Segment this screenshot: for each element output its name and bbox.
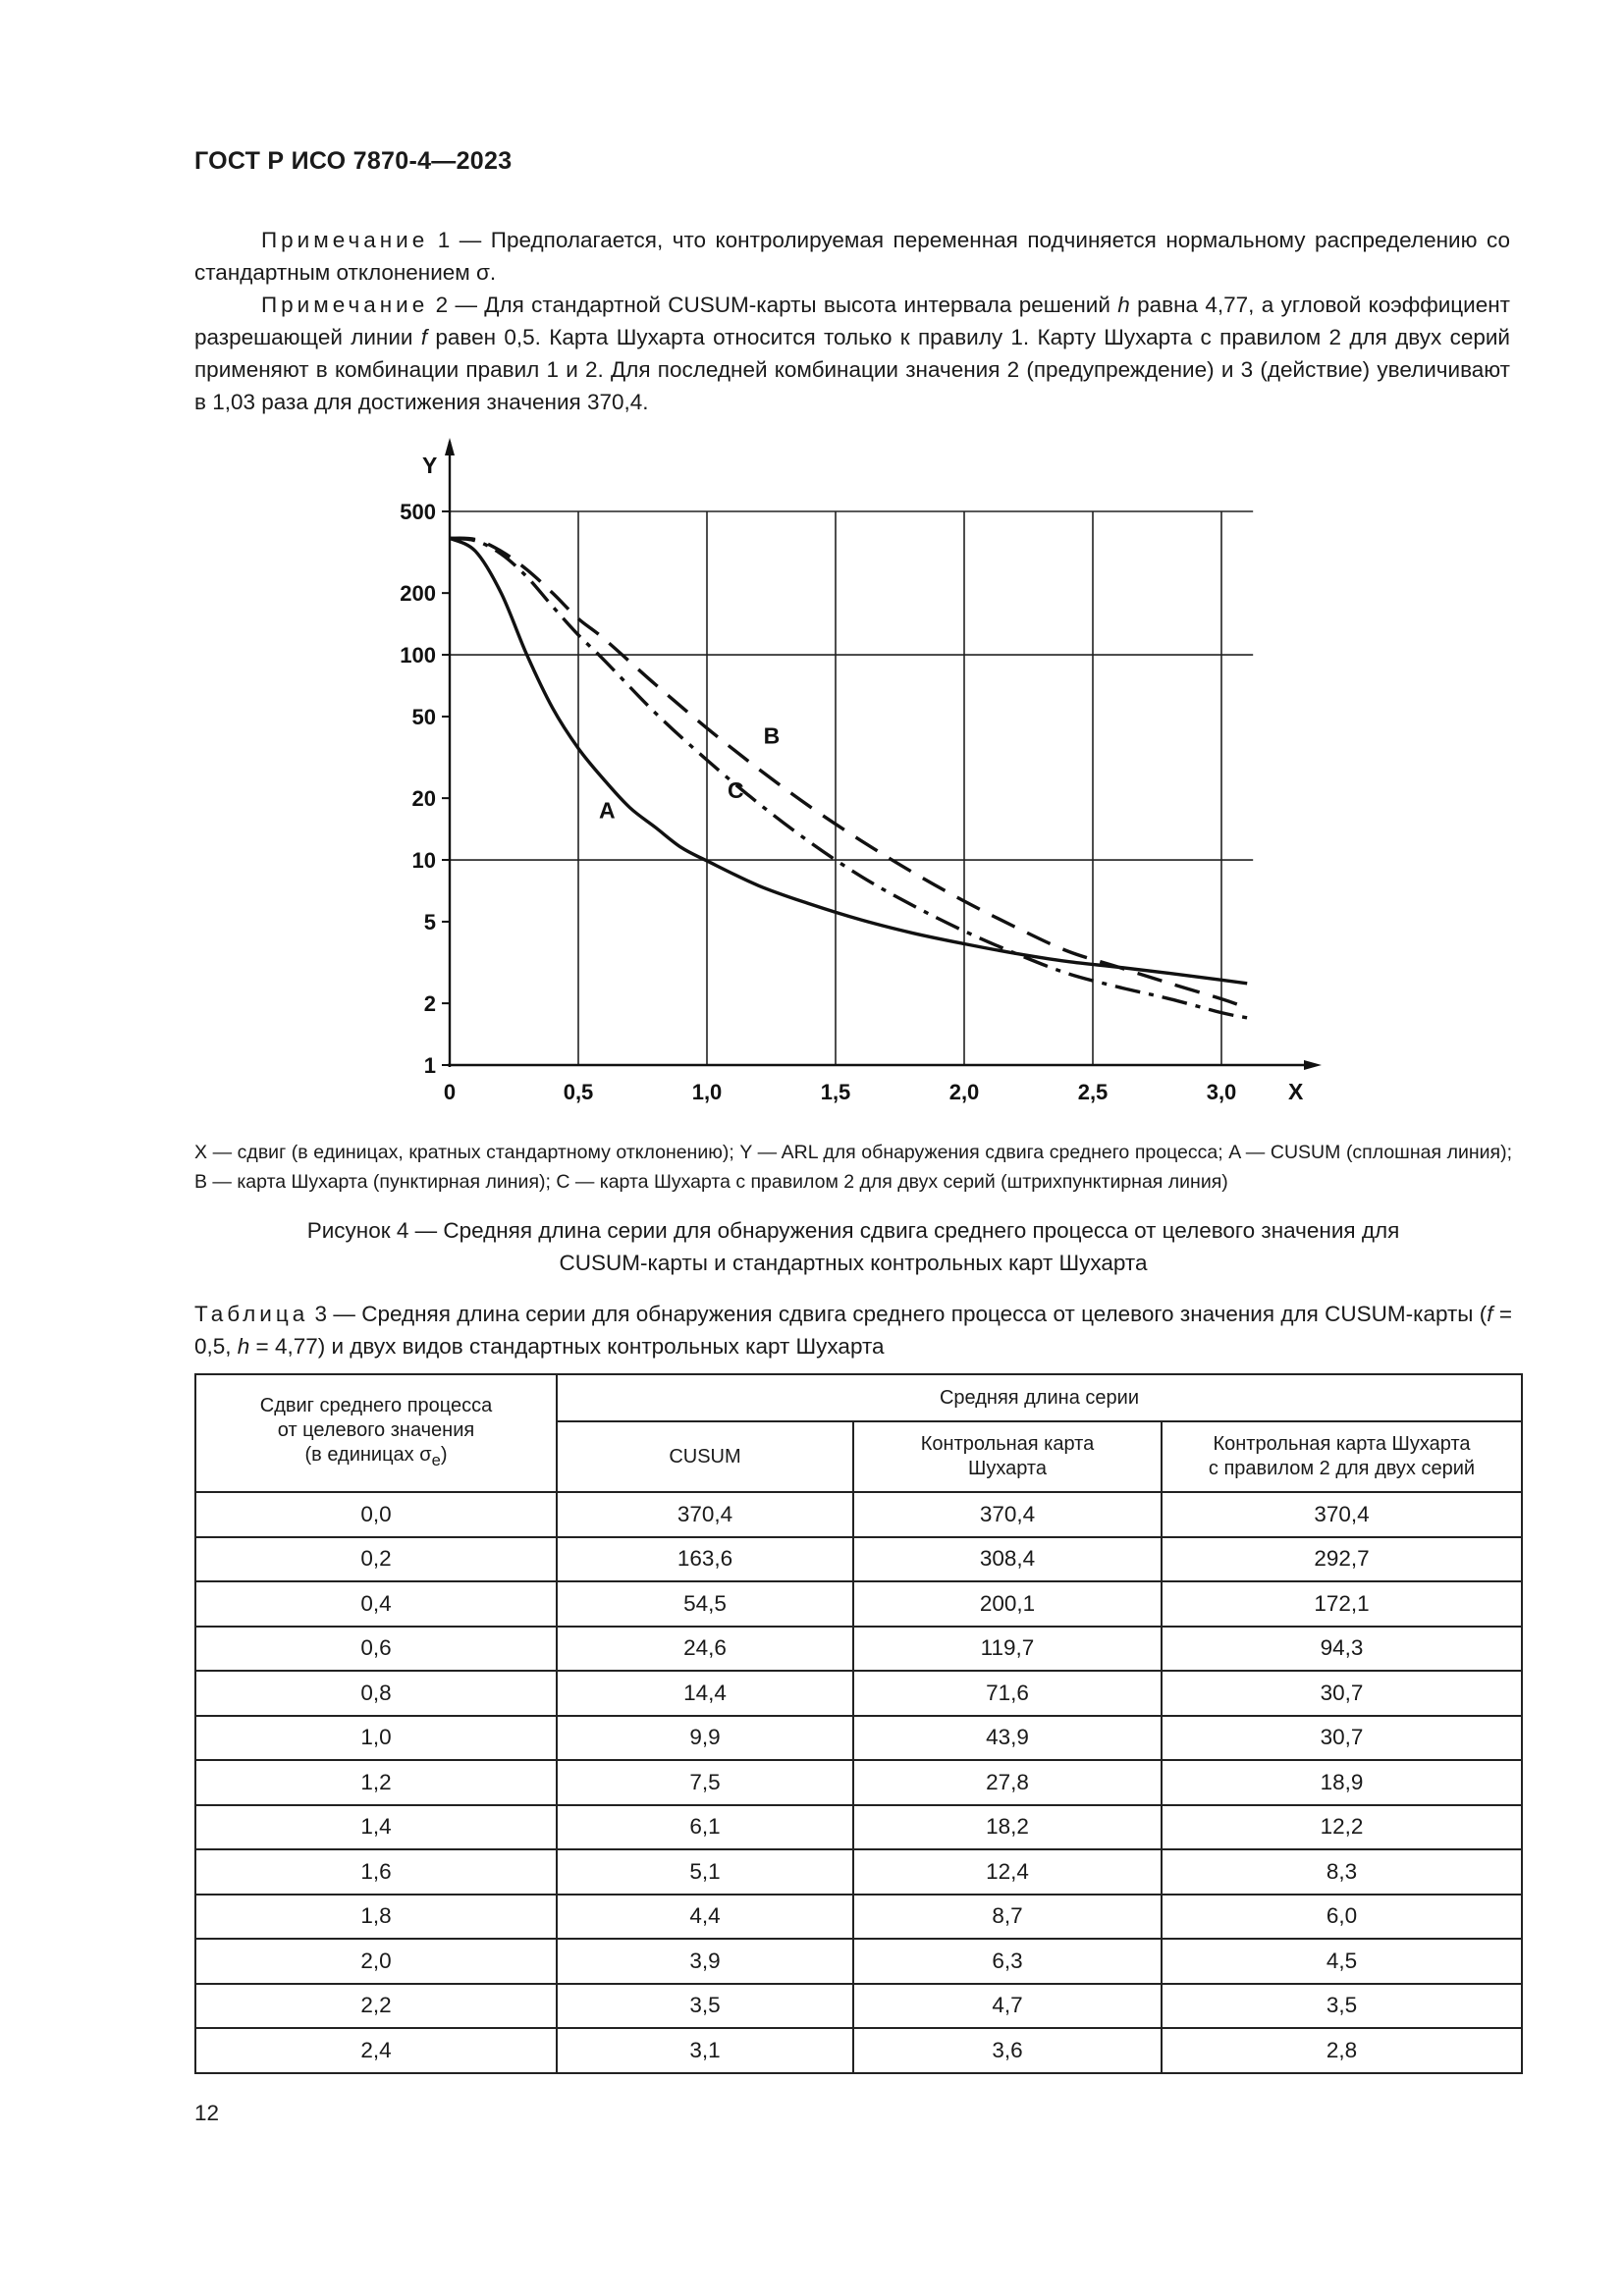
note-1-label: Примечание xyxy=(261,228,429,252)
table-cell: 370,4 xyxy=(853,1492,1162,1537)
y-axis-label: Y xyxy=(422,453,438,478)
table-cell: 8,7 xyxy=(853,1895,1162,1940)
y-tick-label: 5 xyxy=(423,909,436,934)
x-tick-label: 0,5 xyxy=(563,1080,594,1104)
table-cell: 18,9 xyxy=(1162,1760,1522,1805)
x-tick-label: 1,5 xyxy=(820,1080,851,1104)
table-cell: 7,5 xyxy=(557,1760,853,1805)
document-header: ГОСТ Р ИСО 7870-4—2023 xyxy=(194,147,513,175)
table-row xyxy=(195,1716,1522,1761)
table-cell: 12,2 xyxy=(1162,1805,1522,1850)
table-cell: 370,4 xyxy=(1162,1492,1522,1537)
notes-block xyxy=(194,224,1510,418)
table-cell: 94,3 xyxy=(1162,1627,1522,1672)
col-header-shift: Сдвиг среднего процесса от целевого значения (в единицах $\sigma_e$) xyxy=(195,1374,557,1492)
table-cell: 4,5 xyxy=(1162,1939,1522,1984)
table-cell: 27,8 xyxy=(853,1760,1162,1805)
table-cell: 3,1 xyxy=(557,2028,853,2073)
table-row xyxy=(195,1581,1522,1627)
table-cell: 2,0 xyxy=(195,1939,557,1984)
table-cell: 3,5 xyxy=(557,1984,853,2029)
table-row xyxy=(195,1805,1522,1850)
table-cell: 1,0 xyxy=(195,1716,557,1761)
table-cell: 1,2 xyxy=(195,1760,557,1805)
x-axis-arrow xyxy=(1304,1060,1322,1070)
table-cell: 43,9 xyxy=(853,1716,1162,1761)
table-cell: 24,6 xyxy=(557,1627,853,1672)
x-tick-label: 2,5 xyxy=(1077,1080,1109,1104)
table-cell: 6,3 xyxy=(853,1939,1162,1984)
x-tick-label: 0 xyxy=(443,1080,457,1104)
y-tick-label: 100 xyxy=(400,643,436,668)
series-line-a xyxy=(450,538,1247,984)
arl-chart xyxy=(0,422,1624,1129)
curve-label-a: A xyxy=(598,797,616,824)
y-tick-label: 10 xyxy=(411,848,436,874)
figure-key: X — сдвиг (в единицах, кратных стандартному отклонению); Y — ARL для обнаружения сдвига среднего процесса; A — CUSUM (сплошная линия); B — карта Шухарта (пунктирная линия); C — карта Шухарта с правилом 2 для двух серий (штрихпунктирная линия) xyxy=(194,1142,1512,1193)
col-header-shewhart: Контрольная карта Шухарта xyxy=(853,1421,1162,1492)
table-cell: 200,1 xyxy=(853,1581,1162,1627)
table-cell: 3,6 xyxy=(853,2028,1162,2073)
x-tick-label: 2,0 xyxy=(948,1080,980,1104)
table-row xyxy=(195,2028,1522,2073)
table-cell: 54,5 xyxy=(557,1581,853,1627)
table-cell: 119,7 xyxy=(853,1627,1162,1672)
table-row xyxy=(195,1537,1522,1582)
col-header-shewhart-rule2: Контрольная карта Шухарта с правилом 2 для двух серий xyxy=(1162,1421,1522,1492)
table-row xyxy=(195,1760,1522,1805)
table-row xyxy=(195,1671,1522,1716)
table-cell: 2,2 xyxy=(195,1984,557,2029)
table-cell: 2,4 xyxy=(195,2028,557,2073)
chart-series xyxy=(450,538,1247,1018)
series-line-b xyxy=(450,538,1247,1008)
table-row xyxy=(195,1895,1522,1940)
table-row xyxy=(195,1939,1522,1984)
table-cell: 30,7 xyxy=(1162,1671,1522,1716)
table-cell: 6,1 xyxy=(557,1805,853,1850)
y-tick-label: 2 xyxy=(423,991,436,1017)
table-cell: 9,9 xyxy=(557,1716,853,1761)
table-cell: 14,4 xyxy=(557,1671,853,1716)
table-cell: 0,2 xyxy=(195,1537,557,1582)
table-cell: 18,2 xyxy=(853,1805,1162,1850)
note-2: Примечание 2 — Для стандартной CUSUM-карты высота интервала решений h равна 4,77, а угловой коэффициент разрешающей линии f равен 0,5. Карта Шухарта относится только к правилу 1. Карту Шухарта с правилом 2 для двух серий применяют в комбинации правил 1 и 2. Для последней комбинации значения 2 (предупреждение) и 3 (действие) увеличивают в 1,03 раза для достижения значения 370,4. xyxy=(194,293,1510,414)
table-cell: 292,7 xyxy=(1162,1537,1522,1582)
group-header: Средняя длина серии xyxy=(557,1374,1522,1421)
table-row xyxy=(195,1849,1522,1895)
table-cell: 1,6 xyxy=(195,1849,557,1895)
y-tick-label: 50 xyxy=(411,704,436,729)
x-tick-label: 3,0 xyxy=(1206,1080,1237,1104)
series-line-c xyxy=(450,538,1247,1018)
table-cell: 8,3 xyxy=(1162,1849,1522,1895)
table-cell: 71,6 xyxy=(853,1671,1162,1716)
x-tick-label: 1,0 xyxy=(691,1080,723,1104)
table-cell: 3,9 xyxy=(557,1939,853,1984)
note-1: Примечание 1 — Предполагается, что контролируемая переменная подчиняется нормальному распределению со стандартным отклонением σ. xyxy=(194,228,1510,285)
table-title: Таблица 3 — Средняя длина серии для обнаружения сдвига среднего процесса от целевого значения для CUSUM-карты (f = 0,5, h = 4,77) и двух видов стандартных контрольных карт Шухарта xyxy=(194,1302,1512,1359)
chart-labels xyxy=(422,453,1304,1104)
note-2-label: Примечание xyxy=(261,293,429,317)
table-cell: 1,4 xyxy=(195,1805,557,1850)
figure-caption: Рисунок 4 — Средняя длина серии для обнаружения сдвига среднего процесса от целевого значения для CUSUM-карты и стандартных контрольных карт Шухарта xyxy=(306,1218,1400,1275)
chart-grid xyxy=(450,511,1253,1065)
col-header-cusum: CUSUM xyxy=(557,1421,853,1492)
table-cell: 0,0 xyxy=(195,1492,557,1537)
chart-ticks xyxy=(400,500,1236,1104)
curve-label-b: B xyxy=(763,722,781,749)
table-cell: 370,4 xyxy=(557,1492,853,1537)
table-cell: 0,6 xyxy=(195,1627,557,1672)
y-tick-label: 500 xyxy=(400,500,436,524)
table-cell: 3,5 xyxy=(1162,1984,1522,2029)
arl-table xyxy=(194,1373,1523,2074)
y-axis-arrow xyxy=(445,438,455,455)
table-cell: 12,4 xyxy=(853,1849,1162,1895)
table-row xyxy=(195,1984,1522,2029)
table-cell: 4,7 xyxy=(853,1984,1162,2029)
table-cell: 1,8 xyxy=(195,1895,557,1940)
table-cell: 0,4 xyxy=(195,1581,557,1627)
table-cell: 0,8 xyxy=(195,1671,557,1716)
table-cell: 6,0 xyxy=(1162,1895,1522,1940)
y-tick-label: 20 xyxy=(411,786,436,812)
table-row xyxy=(195,1627,1522,1672)
table-cell: 172,1 xyxy=(1162,1581,1522,1627)
table-cell: 2,8 xyxy=(1162,2028,1522,2073)
table-cell: 163,6 xyxy=(557,1537,853,1582)
x-axis-label: X xyxy=(1288,1079,1304,1104)
page-number: 12 xyxy=(194,2101,220,2125)
table-cell: 30,7 xyxy=(1162,1716,1522,1761)
table-cell: 5,1 xyxy=(557,1849,853,1895)
table-cell: 4,4 xyxy=(557,1895,853,1940)
y-tick-label: 200 xyxy=(400,581,436,607)
y-tick-label: 1 xyxy=(423,1053,436,1078)
table-cell: 308,4 xyxy=(853,1537,1162,1582)
curve-label-c: C xyxy=(727,777,744,804)
table-row xyxy=(195,1492,1522,1537)
